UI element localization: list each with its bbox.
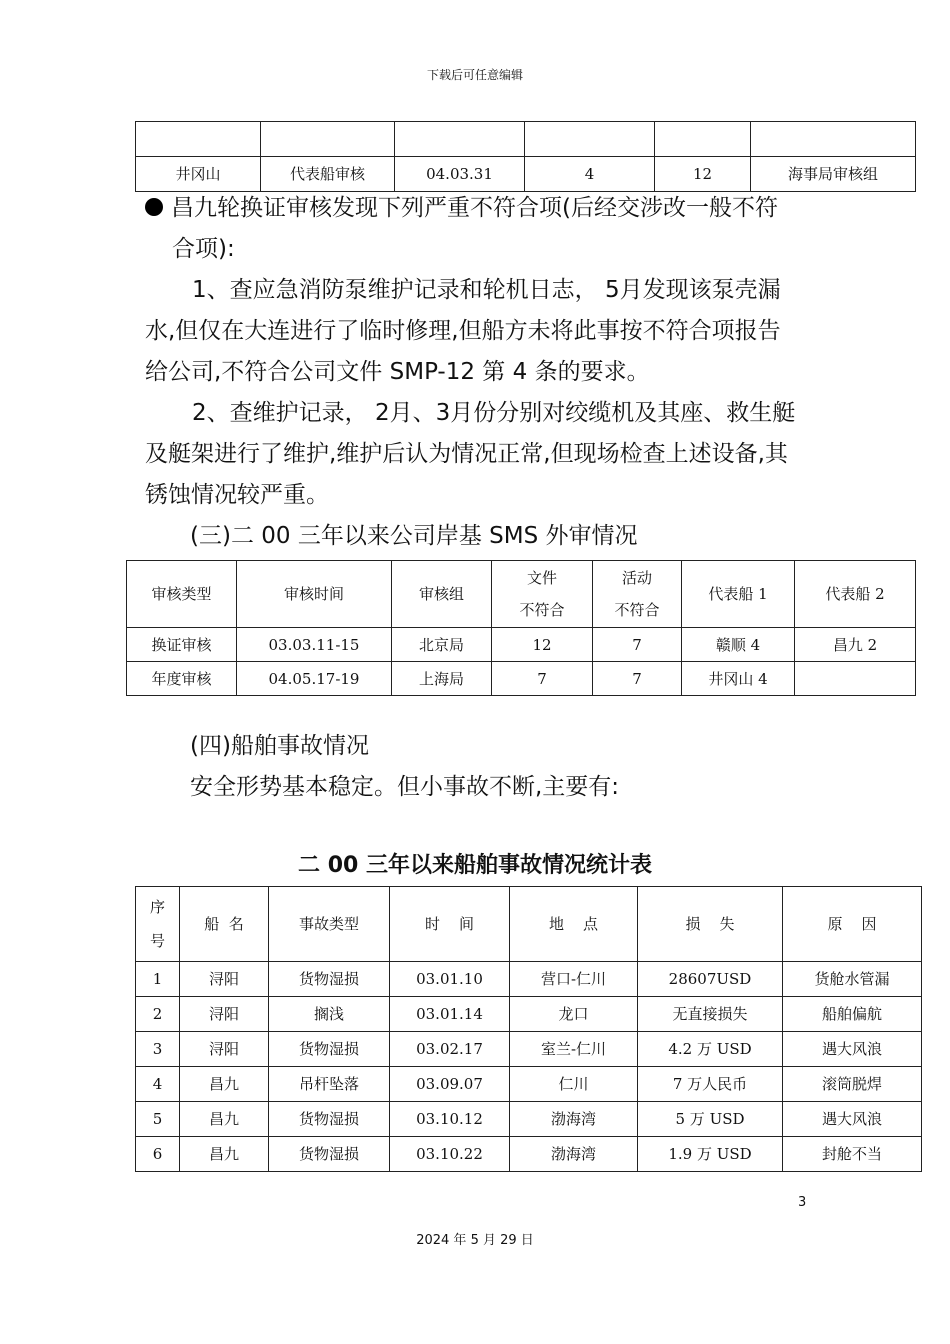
- bullet-line-1: 昌九轮换证审核发现下列严重不符合项(后经交涉改一般不符: [145, 188, 778, 229]
- accident-table-title: 二 00 三年以来船舶事故情况统计表: [298, 853, 652, 878]
- table-cell: 昌九 2: [795, 628, 916, 662]
- table-cell: 03.02.17: [390, 1032, 510, 1067]
- table-cell: 3: [136, 1032, 180, 1067]
- table-cell: 代表船审核: [261, 157, 395, 192]
- para2-line-3: 锈蚀情况较严重。: [145, 482, 329, 508]
- para2-line-1: 2、查维护记录， 2月、3月份分别对绞缆机及其座、救生艇: [192, 400, 796, 426]
- table-cell: 渤海湾: [510, 1137, 638, 1172]
- table-cell: 7: [492, 662, 593, 696]
- page-number: 3: [798, 1195, 807, 1210]
- header-cell: 事故类型: [269, 887, 390, 962]
- table-cell: 4: [136, 1067, 180, 1102]
- table-cell: 7: [593, 662, 682, 696]
- table-cell: 昌九: [180, 1102, 269, 1137]
- table-header-row: [127, 561, 916, 628]
- table-cell: 1: [136, 962, 180, 997]
- table-cell: 井冈山: [136, 157, 261, 192]
- para1-line-2: 水,但仅在大连进行了临时修理,但船方未将此事按不符合项报告: [145, 318, 781, 344]
- header-cell: 代表船 2: [795, 561, 916, 628]
- table-cell: 井冈山 4: [682, 662, 795, 696]
- header-cell: 序 号: [136, 887, 180, 962]
- table-cell: 12: [655, 157, 751, 192]
- table-cell: 吊杆坠落: [269, 1067, 390, 1102]
- table-cell: 03.10.12: [390, 1102, 510, 1137]
- table-cell: 营口-仁川: [510, 962, 638, 997]
- table-cell: 6: [136, 1137, 180, 1172]
- table-cell: 换证审核: [127, 628, 237, 662]
- table-row: [136, 1032, 922, 1067]
- table-cell: 遇大风浪: [783, 1032, 922, 1067]
- table-cell: 03.09.07: [390, 1067, 510, 1102]
- table-cell: 03.01.14: [390, 997, 510, 1032]
- table-cell: 室兰-仁川: [510, 1032, 638, 1067]
- footer-date: 2024 年 5 月 29 日: [416, 1233, 534, 1248]
- table-cell: 赣顺 4: [682, 628, 795, 662]
- table-cell: 03.10.22: [390, 1137, 510, 1172]
- table-cell: 渤海湾: [510, 1102, 638, 1137]
- header-cell: 代表船 1: [682, 561, 795, 628]
- table-row: [136, 1102, 922, 1137]
- table-cell: [136, 122, 261, 157]
- section-4-text: 安全形势基本稳定。但小事故不断,主要有:: [190, 774, 620, 800]
- table-cell: 昌九: [180, 1067, 269, 1102]
- table-row: [136, 997, 922, 1032]
- bullet-line-2: 合项):: [172, 236, 235, 262]
- table-cell: 龙口: [510, 997, 638, 1032]
- table-cell: [525, 122, 655, 157]
- table-cell: 仁川: [510, 1067, 638, 1102]
- table-row: [136, 1067, 922, 1102]
- table-cell: 03.01.10: [390, 962, 510, 997]
- table-cell: 浔阳: [180, 1032, 269, 1067]
- table-cell: 03.03.11-15: [237, 628, 392, 662]
- table-cell: 货物湿损: [269, 962, 390, 997]
- table-cell: 4: [525, 157, 655, 192]
- table-row: [136, 122, 916, 157]
- para2-line-2: 及艇架进行了维护,维护后认为情况正常,但现场检查上述设备,其: [145, 441, 788, 467]
- table-row: [127, 662, 916, 696]
- table-cell: 北京局: [392, 628, 492, 662]
- section-3-heading: (三)二 00 三年以来公司岸基 SMS 外审情况: [190, 523, 638, 549]
- table-cell: 浔阳: [180, 997, 269, 1032]
- table-row: [136, 1137, 922, 1172]
- audit-table-continued: [135, 121, 916, 192]
- table-cell: 1.9 万 USD: [638, 1137, 783, 1172]
- table-cell: 货物湿损: [269, 1032, 390, 1067]
- para1-line-3: 给公司,不符合公司文件 SMP-12 第 4 条的要求。: [145, 359, 650, 385]
- table-row: [136, 962, 922, 997]
- table-cell: [751, 122, 916, 157]
- header-cell: 损 失: [638, 887, 783, 962]
- table-cell: 2: [136, 997, 180, 1032]
- table-row: [127, 628, 916, 662]
- table-cell: 浔阳: [180, 962, 269, 997]
- table-cell: 货物湿损: [269, 1102, 390, 1137]
- table-cell: 滚筒脱焊: [783, 1067, 922, 1102]
- header-cell: 时 间: [390, 887, 510, 962]
- table-cell: 28607USD: [638, 962, 783, 997]
- header-note: 下载后可任意编辑: [426, 68, 523, 82]
- table-cell: 7: [593, 628, 682, 662]
- accident-stats-table: [135, 886, 922, 1172]
- header-cell: 船 名: [180, 887, 269, 962]
- table-row: [136, 157, 916, 192]
- table-cell: [395, 122, 525, 157]
- table-cell: 年度审核: [127, 662, 237, 696]
- table-cell: [795, 662, 916, 696]
- table-cell: 5 万 USD: [638, 1102, 783, 1137]
- para1-line-1: 1、查应急消防泵维护记录和轮机日志， 5月发现该泵壳漏: [192, 277, 781, 303]
- table-cell: 4.2 万 USD: [638, 1032, 783, 1067]
- section-4-heading: (四)船舶事故情况: [190, 733, 369, 759]
- table-cell: 货舱水管漏: [783, 962, 922, 997]
- table-cell: 上海局: [392, 662, 492, 696]
- header-cell: 文件 不符合: [492, 561, 593, 628]
- table-cell: 04.05.17-19: [237, 662, 392, 696]
- header-cell: 审核组: [392, 561, 492, 628]
- table-cell: 7 万人民币: [638, 1067, 783, 1102]
- table-cell: 昌九: [180, 1137, 269, 1172]
- table-cell: [655, 122, 751, 157]
- header-cell: 审核类型: [127, 561, 237, 628]
- table-cell: 搁浅: [269, 997, 390, 1032]
- header-cell: 原 因: [783, 887, 922, 962]
- table-cell: 无直接损失: [638, 997, 783, 1032]
- table-cell: 海事局审核组: [751, 157, 916, 192]
- table-cell: 04.03.31: [395, 157, 525, 192]
- header-cell: 活动 不符合: [593, 561, 682, 628]
- shore-sms-audit-table: [126, 560, 916, 696]
- table-cell: 封舱不当: [783, 1137, 922, 1172]
- header-cell: 审核时间: [237, 561, 392, 628]
- table-header-row: [136, 887, 922, 962]
- table-cell: 12: [492, 628, 593, 662]
- table-cell: 货物湿损: [269, 1137, 390, 1172]
- table-cell: 遇大风浪: [783, 1102, 922, 1137]
- table-cell: 5: [136, 1102, 180, 1137]
- bullet-icon: [145, 198, 163, 216]
- table-cell: [261, 122, 395, 157]
- header-cell: 地 点: [510, 887, 638, 962]
- table-cell: 船舶偏航: [783, 997, 922, 1032]
